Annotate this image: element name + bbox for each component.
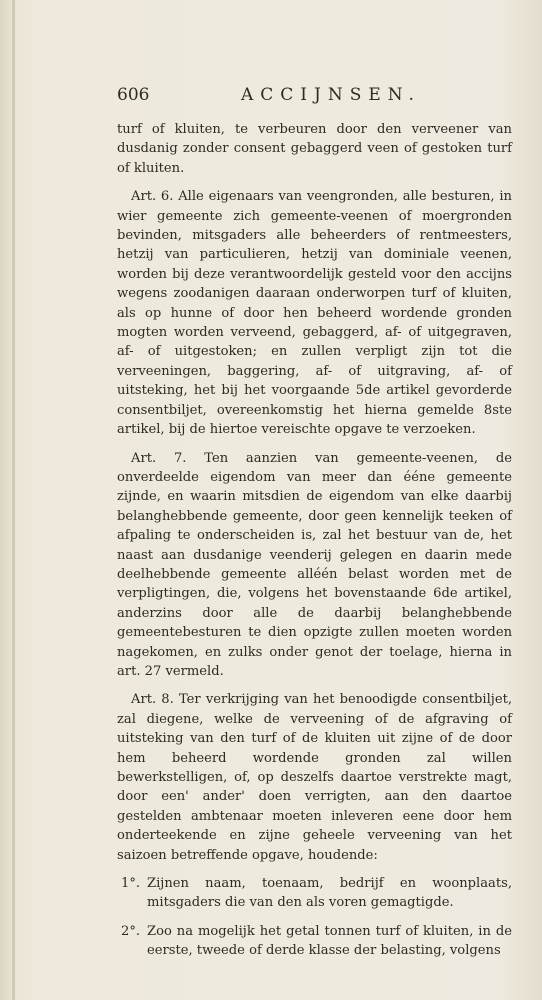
article-7-paragraph: Art. 7. Ten aanzien van gemeente-veenen, de onverdeelde eigendom van meer dan ééne gemeente zijnde, en waarin mitsdien de eigendom van elke daarbij belanghebbende gemeente, door geen kennelijk teeken of afpaling te onderscheiden is, zal het bestuur van de, het naast aan dusdanige veenderij gelegen en daarin mede deelhebbende gemeente alléén belast worden met de verpligtingen, die, volgens het bovenstaande 6de artikel, anderzins door alle de daarbij belanghebbende gemeentebesturen te dien opzigte zullen moeten worden nagekomen, en zulks onder genot der toelage, hierna in art. 27 vermeld. [117, 450, 512, 679]
article-6-paragraph: Art. 6. Alle eigenaars van veengronden, alle besturen, in wier gemeente zich gemeente-veenen of moergronden bevinden, mitsgaders alle beheerders of rentmeesters, hetzij van particulieren, hetzij van dominiale veenen, worden bij deze verantwoordelijk gesteld voor den accijns wegens zoodanigen daaraan onderworpen turf of kluiten, als op hunne of door hen beheerd wordende gronden mogten worden verveend, gebaggerd, af- of uitgegraven, af- of uitgestoken; en zullen verpligt zijn tot die verveeningen, baggering, af- of uitgraving, af- of uitsteking, het bij het voorgaande 5de artikel gevorderde consentbiljet, overeenkomstig het hierna gemelde 8ste artikel, bij de hiertoe vereischte opgave te verzoeken. [117, 189, 512, 438]
article-8-paragraph: Art. 8. Ter verkrijging van het benoodigde consentbiljet, zal diegene, welke de verveening of de afgraving of uitsteking van den turf of de kluiten uit zijne of de door hem beheerd wordende gronden zal willen bewerkstelligen, of, op deszelfs daartoe verstrekte magt, door een' ander' doen verrigten, aan den daartoe gestelden ambtenaar moeten inleveren eene door hem onderteekende en zijne geheele verveening van het saizoen betreffende opgave, houdende: [117, 692, 512, 863]
list-item-number: 2°. [121, 923, 141, 939]
list-item-text: Zijnen naam, toenaam, bedrijf en woonplaats, mitsgaders die van den als voren gemagtigde. [147, 876, 512, 911]
page-gutter-shadow [12, 0, 15, 1000]
list-item [117, 874, 512, 913]
continuation-paragraph: turf of kluiten, te verbeuren door den verveener van dusdanig zonder consent gebaggerd veen of gestoken turf of kluiten. [117, 122, 512, 176]
list-item-text: Zoo na mogelijk het getal tonnen turf of kluiten, in de eerste, tweede of derde klasse der belasting, volgens [147, 923, 512, 959]
list-item [117, 922, 512, 961]
running-title: ACCIJNSEN. [241, 85, 421, 105]
page-number: 606 [117, 85, 150, 105]
list-item-number: 1°. [121, 876, 141, 892]
body-text [117, 120, 512, 961]
page-header [117, 85, 512, 111]
